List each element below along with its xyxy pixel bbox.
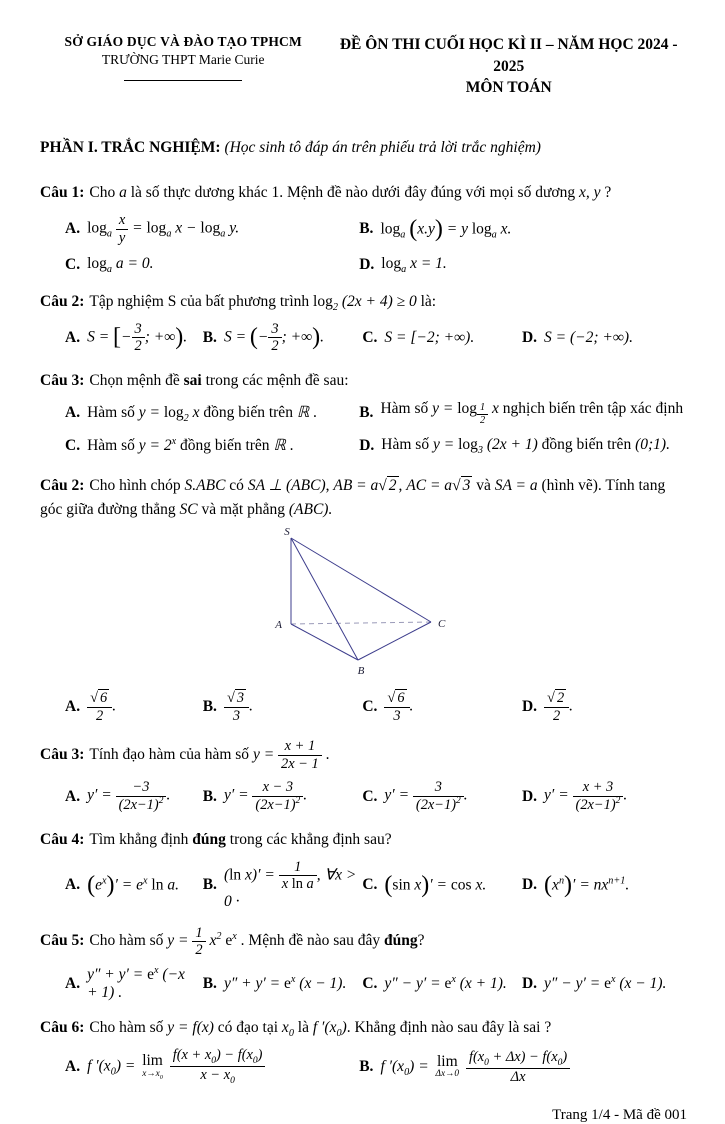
question-statement: Cho hình chóp S.ABC có SA ⊥ (ABC), AB = a√ 2 , AC = a√ 3 và SA = a (hình vẽ). Tính tang góc giữa đường thẳng SC và mặt phẳng (ABC).: [40, 477, 666, 519]
option-formula: S = [−2; +∞).: [384, 328, 475, 346]
option-key: B.: [202, 787, 217, 805]
options: [40, 319, 691, 357]
option-b: [203, 964, 363, 1004]
pyramid-svg: [236, 526, 496, 678]
option-a: [65, 210, 359, 248]
option-d: [522, 964, 691, 1004]
option-c: [65, 434, 359, 458]
option-b: [203, 777, 363, 815]
option-key: B.: [202, 698, 217, 716]
option-key: C.: [362, 328, 378, 346]
option-b: [359, 398, 691, 429]
question-label: Câu 3:: [40, 745, 85, 763]
question-statement: Tập nghiệm S của bất phương trình $\log_2 (2x + 4) \ge 0$ là:: [89, 292, 437, 313]
question-text: [40, 925, 691, 959]
option-formula: $\log_a a = 0$.: [87, 255, 154, 276]
vertex-label-s: S: [283, 526, 290, 539]
option-formula: $y'' + y' = e^x$ (−x + 1) .: [87, 964, 185, 1002]
option-formula: $\frac{√ 6}{3}$ .: [384, 690, 413, 724]
question-4: [40, 474, 691, 726]
option-key: A.: [65, 1057, 81, 1075]
vertex-label-c: C: [437, 618, 445, 631]
option-formula: $y'' - y' = e^x$ (x + 1).: [384, 973, 507, 993]
org-name: SỞ GIÁO DỤC VÀ ĐÀO TẠO TPHCM: [64, 34, 302, 49]
options: [40, 777, 691, 815]
option-key: D.: [521, 787, 538, 805]
option-formula: Hàm số $y = \log_3 (2x + 1)$ đồng biến trên (0;1).: [381, 435, 670, 456]
option-formula: S = (− $\frac{3}{2}$ ; +∞).: [223, 320, 324, 355]
question-text: [40, 369, 691, 393]
option-key: C.: [362, 875, 378, 893]
option-b: [203, 857, 363, 913]
options: [40, 210, 691, 277]
vertex-label-b: B: [357, 665, 364, 678]
option-key: C.: [362, 787, 378, 805]
option-key: D.: [521, 698, 538, 716]
pyramid-figure: [40, 526, 691, 683]
option-c: [362, 964, 522, 1004]
option-key: A.: [65, 220, 81, 238]
question-8: [40, 1016, 691, 1089]
option-a: [65, 398, 359, 429]
option-formula: Hàm số $y = 2^x$ đồng biến trên ℝ .: [87, 436, 294, 455]
option-key: C.: [362, 698, 378, 716]
option-formula: $\log_a (x.y) = y$ $\log_a x$.: [380, 216, 512, 243]
edge-bc: [358, 622, 431, 660]
question-5: [40, 738, 691, 815]
question-text: [40, 290, 691, 314]
options: [40, 857, 691, 913]
question-label: Câu 3:: [40, 371, 85, 389]
question-label: Câu 2:: [40, 477, 85, 495]
option-b: [203, 319, 363, 357]
option-key: D.: [521, 975, 538, 992]
option-d: [359, 253, 691, 277]
option-key: D.: [521, 875, 538, 893]
header-underline: [124, 80, 242, 81]
option-key: A.: [65, 875, 81, 893]
option-formula: y′ = $\frac{x + 3}{(2x-1)^2}$ .: [544, 779, 628, 814]
title-block: [326, 34, 691, 99]
question-3: [40, 369, 691, 458]
option-c: [362, 319, 522, 357]
option-formula: $\frac{√ 3}{3}$ .: [224, 690, 253, 724]
option-formula: $\log_a$ $\frac{x}{y}$ = $\log_a x - \log_a y$.: [87, 212, 240, 246]
option-d: [522, 777, 691, 815]
question-7: [40, 925, 691, 1004]
question-text: [40, 828, 691, 852]
question-2: [40, 290, 691, 357]
question-statement: Cho hàm số y = f(x) có đạo tại $x_0$ là f $'(x_0)$. Khẳng định nào sau đây là sai ?: [89, 1019, 552, 1040]
option-formula: S = [− $\frac{3}{2}$ ; +∞).: [87, 320, 188, 355]
option-a: [65, 319, 203, 357]
option-formula: $\frac{√ 6}{2}$ .: [87, 690, 116, 724]
option-formula: $(x^n)' = nx^{n+1}$.: [544, 871, 630, 898]
option-c: [65, 253, 359, 277]
question-6: [40, 828, 691, 913]
subject-title: MÔN TOÁN: [465, 79, 552, 97]
option-formula: $y'' + y' = e^x$ (x − 1).: [223, 973, 347, 993]
option-c: [362, 777, 522, 815]
question-label: Câu 2:: [40, 292, 85, 310]
exam-title: ĐỀ ÔN THI CUỐI HỌC KÌ II – NĂM HỌC 2024 - 2025: [339, 36, 678, 75]
options: [40, 964, 691, 1004]
option-d: [522, 688, 691, 726]
question-label: Câu 4:: [40, 830, 85, 848]
question-label: Câu 1:: [40, 184, 85, 202]
question-statement: Cho hàm số y = $\frac{1}{2}$ $x^2$ $e^x$ . Mệnh đề nào sau đây đúng?: [89, 924, 425, 959]
option-key: C.: [362, 975, 378, 992]
option-key: D.: [521, 328, 538, 346]
question-label: Câu 5:: [40, 932, 85, 950]
option-a: [65, 777, 203, 815]
option-formula: $\frac{√ 2}{2}$ .: [544, 690, 573, 724]
edge-ac-dashed: [291, 622, 431, 624]
edge-sc: [291, 538, 431, 622]
option-b: [203, 688, 363, 726]
option-key: A.: [65, 404, 81, 422]
section-title: PHẦN I. TRẮC NGHIỆM:: [40, 139, 221, 157]
option-key: C.: [65, 436, 81, 454]
option-formula: f $'(x_0)$ = lim $x\to x_0$ $\frac{f(x + x_0) - f(x_0)}{x - x_0}$: [87, 1047, 265, 1087]
question-text: [40, 474, 691, 522]
option-formula: $y'' - y' = e^x$ (x − 1).: [544, 973, 667, 993]
issuer-block: [40, 34, 326, 99]
question-statement: Cho a là số thực dương khác 1. Mệnh đề nào dưới đây đúng với mọi số dương x, y ?: [89, 184, 612, 202]
section-note: (Học sinh tô đáp án trên phiếu trả lời trắc nghiệm): [224, 139, 541, 157]
options: [40, 398, 691, 458]
option-formula: y′ = $\frac{x - 3}{(2x-1)^2}$ .: [223, 779, 308, 814]
option-key: A.: [65, 787, 81, 805]
section-heading: [40, 139, 691, 157]
question-label: Câu 6:: [40, 1019, 85, 1037]
option-a: [65, 964, 203, 1004]
options: [40, 688, 691, 726]
option-formula: y′ = $\frac{3}{(2x-1)^2}$ .: [384, 779, 468, 814]
option-key: B.: [202, 875, 217, 893]
option-a: [65, 857, 203, 913]
option-key: C.: [65, 256, 81, 274]
question-1: [40, 181, 691, 278]
header: [40, 34, 691, 99]
option-formula: (ln x)′ = $\frac{1}{\text{x ln a}}$ , ∀x > 0 ·: [223, 858, 357, 910]
vertex-label-a: A: [274, 619, 282, 632]
question-statement: Chọn mệnh đề sai trong các mệnh đề sau:: [89, 371, 349, 389]
option-key: A.: [65, 975, 81, 992]
option-formula: $(e^x)' = e^x$ ln a.: [87, 871, 179, 898]
option-c: [362, 857, 522, 913]
option-formula: f $'(x_0)$ = lim Δx→0 $\frac{f(x_0 + \Delta x) - f(x_0)}{\Delta x}$: [380, 1049, 570, 1086]
option-key: D.: [359, 256, 375, 274]
option-formula: (sin x)′ = cos x.: [384, 871, 487, 898]
option-d: [359, 434, 691, 458]
option-formula: $\log_a x = 1$.: [381, 255, 447, 276]
option-key: B.: [359, 404, 374, 422]
option-d: [522, 857, 691, 913]
option-formula: Hàm số y = log $_{\frac{1}{2}}$ x nghịch biến trên tập xác định: [380, 399, 684, 426]
option-formula: Hàm số $y = \log_2 x$ đồng biến trên ℝ .: [87, 403, 317, 424]
question-text: [40, 738, 691, 772]
option-key: B.: [359, 220, 374, 238]
question-statement: Tính đạo hàm của hàm số y = $\frac{x + 1}{2x - 1}$ .: [89, 738, 330, 772]
question-statement: Tìm khẳng định đúng trong các khẳng định sau?: [89, 830, 392, 848]
option-formula: S = (−2; +∞).: [544, 328, 633, 346]
option-d: [522, 319, 691, 357]
option-key: B.: [202, 328, 217, 346]
option-b: [359, 210, 691, 248]
school-name: TRƯỜNG THPT Marie Curie: [101, 52, 265, 67]
option-formula: y′ = $\frac{-3}{(2x-1)^2}$ .: [87, 779, 171, 814]
question-text: [40, 1016, 691, 1040]
option-a: [65, 688, 203, 726]
option-key: A.: [65, 328, 81, 346]
option-key: A.: [65, 698, 81, 716]
options: [40, 1045, 691, 1089]
option-a: [65, 1045, 359, 1089]
option-b: [359, 1045, 691, 1089]
option-c: [362, 688, 522, 726]
page-footer: Trang 1/4 - Mã đề 001: [552, 1106, 687, 1123]
option-key: B.: [359, 1057, 374, 1075]
option-key: D.: [359, 436, 375, 454]
option-key: B.: [202, 975, 217, 992]
question-text: [40, 181, 691, 205]
